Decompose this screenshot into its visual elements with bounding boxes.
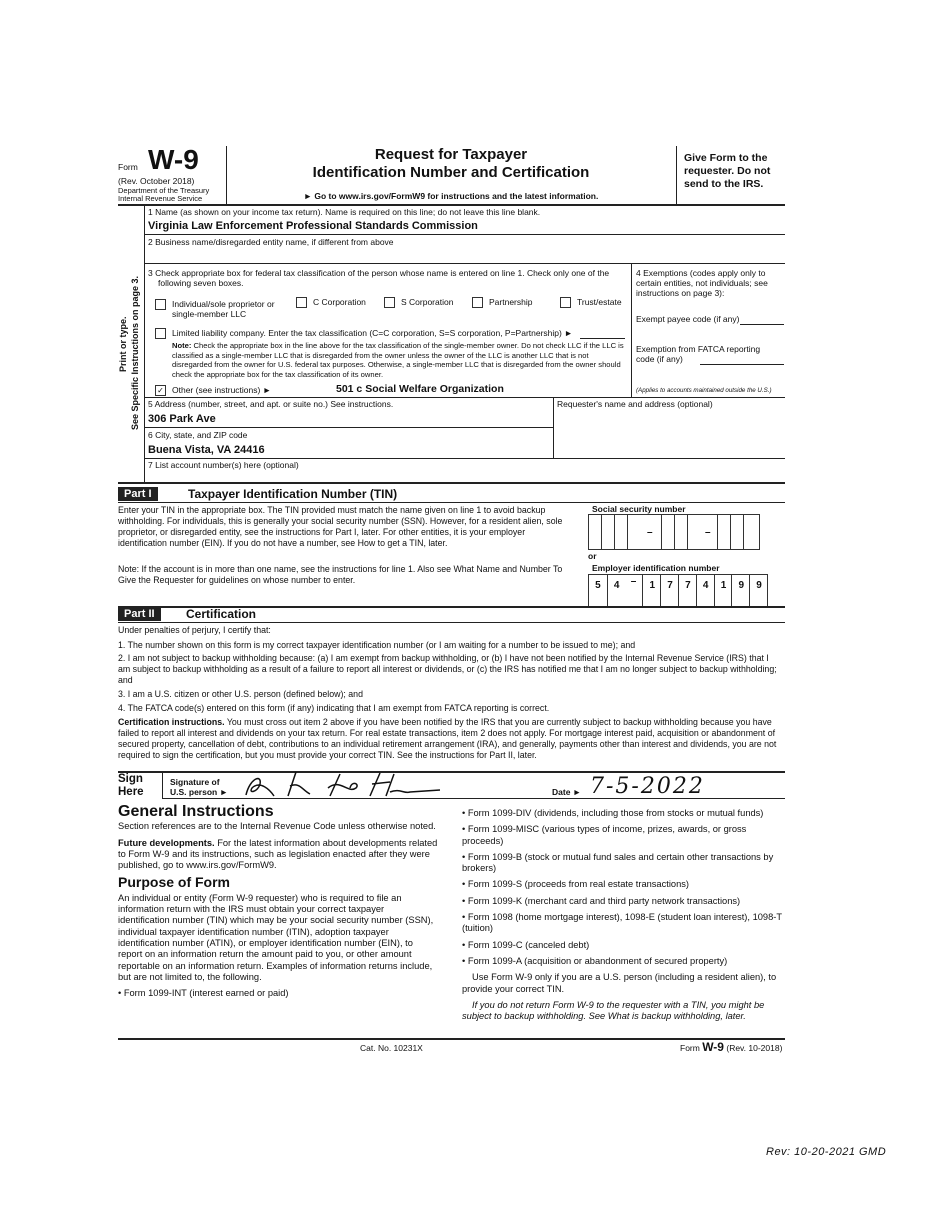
cert-instructions-label: Certification instructions. bbox=[118, 717, 225, 727]
line7-rule bbox=[118, 482, 785, 484]
catalog-number: Cat. No. 10231X bbox=[360, 1043, 423, 1053]
give-form-note: Give Form to the requester. Do not send to the IRS. bbox=[684, 152, 771, 190]
date-value[interactable]: 7-5-2022 bbox=[590, 774, 705, 799]
part2-title: Certification bbox=[186, 607, 257, 621]
checkbox-c-corp-box[interactable] bbox=[296, 297, 307, 308]
checkbox-other-box[interactable]: ✓ bbox=[155, 385, 166, 396]
ein-digit[interactable]: 7 bbox=[660, 575, 679, 607]
bullet-1099-c: • Form 1099-C (canceled debt) bbox=[462, 939, 590, 950]
cert-item-1: 1. The number shown on this form is my correct taxpayer identification number (or I am waiting for a number to be issued to me); and bbox=[118, 640, 636, 650]
line3-label2: following seven boxes. bbox=[158, 278, 244, 288]
general-p1: Section references are to the Internal Revenue Code unless otherwise noted. bbox=[118, 821, 436, 832]
ein-digit[interactable]: 4 bbox=[696, 575, 715, 607]
general-left-column bbox=[118, 803, 438, 1004]
cert-item-3: 3. I am a U.S. citizen or other U.S. person (defined below); and bbox=[118, 689, 363, 699]
checkbox-trust[interactable] bbox=[560, 297, 622, 308]
fatca-label: Exemption from FATCA reporting code (if any) bbox=[636, 344, 761, 364]
ssn-boxes[interactable]: – – bbox=[588, 514, 760, 550]
line5-address-value[interactable]: 306 Park Ave bbox=[148, 413, 216, 425]
checkbox-s-corp-box[interactable] bbox=[384, 297, 395, 308]
future-developments bbox=[118, 838, 438, 872]
irs: Internal Revenue Service bbox=[118, 194, 203, 203]
ein-digit[interactable]: – bbox=[630, 576, 637, 587]
llc-note bbox=[172, 341, 628, 379]
use-form-text: Use Form W-9 only if you are a U.S. person (including a resident alien), to provide your correct TIN. bbox=[462, 972, 777, 994]
cert-instructions bbox=[118, 717, 782, 761]
side-text-see: See Specific Instructions on page 3. bbox=[130, 275, 140, 430]
form-number: W-9 bbox=[148, 144, 199, 175]
side-text-print: Print or type. bbox=[118, 316, 128, 372]
form-reference bbox=[680, 1040, 782, 1054]
form-title-line2: Identification Number and Certification bbox=[312, 164, 590, 181]
signature-image[interactable] bbox=[240, 770, 480, 800]
part1-tag: Part I bbox=[118, 487, 158, 501]
line4-label: 4 Exemptions (codes apply only to certain entities, not individuals; see instructions on page 3): bbox=[636, 268, 768, 298]
line6-rule bbox=[144, 458, 785, 459]
side-column-rule bbox=[144, 204, 145, 482]
fatca-line[interactable] bbox=[700, 364, 784, 365]
individual-label2: single-member LLC bbox=[172, 309, 247, 319]
form-reference-number: W-9 bbox=[702, 1040, 724, 1054]
form-reference-rev: (Rev. 10-2018) bbox=[726, 1043, 783, 1053]
or-label: or bbox=[588, 551, 597, 561]
checkbox-llc-box[interactable] bbox=[155, 328, 166, 339]
bullet-1099-b: • Form 1099-B (stock or mutual fund sales and certain other transactions by brokers) bbox=[462, 851, 774, 874]
checkbox-partnership-box[interactable] bbox=[472, 297, 483, 308]
signature-line bbox=[162, 798, 785, 799]
general-title: General Instructions bbox=[118, 803, 274, 820]
header-bottom-rule bbox=[118, 204, 785, 206]
ein-label: Employer identification number bbox=[592, 563, 720, 573]
ein-digit[interactable]: 4 bbox=[607, 575, 626, 607]
header-divider-right bbox=[676, 146, 677, 204]
bullet-1099-div: • Form 1099-DIV (dividends, including those from stocks or mutual funds) bbox=[462, 808, 764, 818]
line4-divider bbox=[631, 263, 632, 398]
checkbox-partnership[interactable] bbox=[472, 297, 532, 308]
backup-withholding-note: If you do not return Form W-9 to the requester with a TIN, you might be subject to backup withholding. See What is backup withholding, later. bbox=[462, 999, 765, 1022]
revision: (Rev. October 2018) bbox=[118, 176, 195, 186]
date-label: Date ► bbox=[552, 787, 582, 797]
s-corp-label: S Corporation bbox=[401, 297, 454, 307]
ein-boxes[interactable] bbox=[588, 574, 768, 608]
form-reference-word: Form bbox=[680, 1043, 700, 1053]
goto-instructions: ► Go to www.irs.gov/FormW9 for instructions and the latest information. bbox=[303, 191, 599, 201]
checkbox-c-corp[interactable] bbox=[296, 297, 366, 308]
individual-label1: Individual/sole proprietor or bbox=[172, 299, 275, 309]
future-developments-label: Future developments. bbox=[118, 837, 215, 848]
sig-label: Signature of U.S. person ► bbox=[170, 777, 229, 797]
checkbox-llc[interactable] bbox=[155, 328, 573, 339]
exempt-payee-label: Exempt payee code (if any) bbox=[636, 314, 740, 324]
part1-note: Note: If the account is in more than one name, see the instructions for line 1. Also see What Name and Number To Give the Requester for guidelines on whose number to enter. bbox=[118, 564, 563, 585]
line2-label: 2 Business name/disregarded entity name, if different from above bbox=[148, 237, 394, 247]
purpose-title: Purpose of Form bbox=[118, 874, 231, 891]
exempt-payee-line[interactable] bbox=[740, 324, 784, 325]
sign-divider bbox=[162, 771, 163, 799]
line1-label: 1 Name (as shown on your income tax return). Name is required on this line; do not leave this line blank. bbox=[148, 207, 541, 217]
part2-intro: Under penalties of perjury, I certify that: bbox=[118, 625, 271, 635]
ein-digit[interactable]: 1 bbox=[714, 575, 733, 607]
bullet-1099-misc: • Form 1099-MISC (various types of income, prizes, awards, or gross proceeds) bbox=[462, 824, 747, 846]
requester-label: Requester's name and address (optional) bbox=[557, 399, 713, 409]
line1-name-value[interactable]: Virginia Law Enforcement Professional Standards Commission bbox=[148, 220, 478, 232]
checkbox-other[interactable] bbox=[155, 385, 271, 396]
line3-label1: 3 Check appropriate box for federal tax classification of the person whose name is entered on line 1. Check only one of the bbox=[148, 268, 610, 278]
bullet-1099-a: • Form 1099-A (acquisition or abandonment of secured property) bbox=[462, 955, 728, 966]
ein-digit[interactable]: 1 bbox=[642, 575, 661, 607]
checkbox-s-corp[interactable] bbox=[384, 297, 453, 308]
line2-rule bbox=[144, 263, 785, 264]
sign-here: Sign Here bbox=[118, 773, 144, 798]
line6-label: 6 City, state, and ZIP code bbox=[148, 430, 248, 440]
trust-label: Trust/estate bbox=[577, 297, 622, 307]
line3-bottom-rule bbox=[144, 397, 785, 398]
llc-note-label: Note: bbox=[172, 341, 192, 350]
line6-city-value[interactable]: Buena Vista, VA 24416 bbox=[148, 444, 265, 456]
partnership-label: Partnership bbox=[489, 297, 533, 307]
cert-items bbox=[118, 640, 782, 761]
c-corp-label: C Corporation bbox=[313, 297, 366, 307]
bullet-1098: • Form 1098 (home mortgage interest), 1098-E (student loan interest), 1098-T (tuition) bbox=[462, 912, 782, 934]
ein-digit[interactable]: 7 bbox=[678, 575, 697, 607]
part1-text: Enter your TIN in the appropriate box. The TIN provided must match the name given on line 1 to avoid backup withholding. For individuals, this is generally your social security number (SSN). However, for a resident alien, sole proprietor, or disregarded entity, see the instructions for Part I, later. For other entities, it is your employer identification number (EIN). If you do not have a number, see How to get a TIN, later. bbox=[118, 505, 563, 548]
line5-label: 5 Address (number, street, and apt. or suite no.) See instructions. bbox=[148, 399, 394, 409]
part2-title-rule bbox=[118, 622, 785, 623]
llc-entry-line bbox=[580, 338, 625, 339]
bullet-1099-int: • Form 1099-INT (interest earned or paid) bbox=[118, 988, 289, 999]
purpose-text: An individual or entity (Form W-9 requester) who is required to file an information return with the IRS must obtain your correct taxpayer identification number (TIN) which may be your social security number (SSN), individual taxpayer identification number (ITIN), adoption taxpayer identification number (ATIN), or employer identification number (EIN), to report on an information return the amount paid to you, or other amount reportable on an information return. Examples of information returns include, but are not limited to, the following. bbox=[118, 892, 434, 982]
ein-digit[interactable]: 9 bbox=[731, 575, 750, 607]
revision-note: Rev: 10-20-2021 GMD bbox=[766, 1146, 887, 1158]
part1-title: Taxpayer Identification Number (TIN) bbox=[188, 487, 398, 501]
future-developments-text: For the latest information about developments related to Form W-9 and its instructions, such as legislation enacted after they were published, go to www.irs.gov/FormW9. bbox=[118, 837, 438, 871]
department: Department of the Treasury bbox=[118, 186, 210, 195]
cert-item-2: 2. I am not subject to backup withholding because: (a) I am exempt from backup withholding, or (b) I have not been notified by the Internal Revenue Service (IRS) that I am subject to backup withholding as a result of a failure to report all interest or dividends, or (c) the IRS has notified me that I am no longer subject to backup withholding; and bbox=[118, 653, 777, 685]
form-word: Form bbox=[118, 162, 138, 172]
general-right-column bbox=[462, 808, 782, 1027]
applies-note: (Applies to accounts maintained outside the U.S.) bbox=[636, 387, 772, 394]
bullet-1099-k: • Form 1099-K (merchant card and third party network transactions) bbox=[462, 895, 741, 906]
line7-label: 7 List account number(s) here (optional) bbox=[148, 460, 299, 470]
llc-note-text: Check the appropriate box in the line above for the tax classification of the single-member owner. Do not check LLC if the LLC is classified as a single-member LLC that is disregarded from the owner unless the owner of the LLC is another LLC that is not disregarded from the owner for U.S. federal tax purposes. Otherwise, a single-member LLC that is disregarded from the owner should check the appropriate box for the tax classification of its owner. bbox=[172, 341, 624, 379]
other-label: Other (see instructions) ► bbox=[172, 385, 272, 395]
cert-instructions-text: You must cross out item 2 above if you have been notified by the IRS that you are currently subject to backup withholding because you have failed to report all interest and dividends on your tax return. For real estate transactions, item 2 does not apply. For mortgage interest paid, acquisition or abandonment of secured property, cancellation of debt, contributions to an individual retirement arrangement (IRA), and generally, payments other than interest and dividends, you are not required to sign the certification, but you must provide your correct TIN. See the instructions for Part II, later. bbox=[118, 717, 777, 760]
llc-label: Limited liability company. Enter the tax classification (C=C corporation, S=S corporation, P=Partnership) ► bbox=[172, 328, 573, 338]
ein-digit[interactable]: 5 bbox=[595, 580, 601, 591]
part2-tag: Part II bbox=[118, 607, 161, 621]
ssn-label: Social security number bbox=[592, 504, 686, 514]
part1-title-rule bbox=[118, 502, 785, 503]
form-title-line1: Request for Taxpayer bbox=[374, 146, 528, 163]
cert-item-4: 4. The FATCA code(s) entered on this form (if any) indicating that I am exempt from FATCA reporting is correct. bbox=[118, 703, 550, 713]
checkbox-individual-box[interactable] bbox=[155, 299, 166, 310]
ein-digit[interactable]: 9 bbox=[749, 575, 768, 607]
checkbox-trust-box[interactable] bbox=[560, 297, 571, 308]
requester-divider bbox=[553, 397, 554, 459]
line1-rule bbox=[144, 234, 785, 235]
bullet-1099-s: • Form 1099-S (proceeds from real estate transactions) bbox=[462, 879, 689, 890]
line5-rule bbox=[144, 427, 553, 428]
other-value[interactable]: 501 c Social Welfare Organization bbox=[336, 383, 504, 395]
